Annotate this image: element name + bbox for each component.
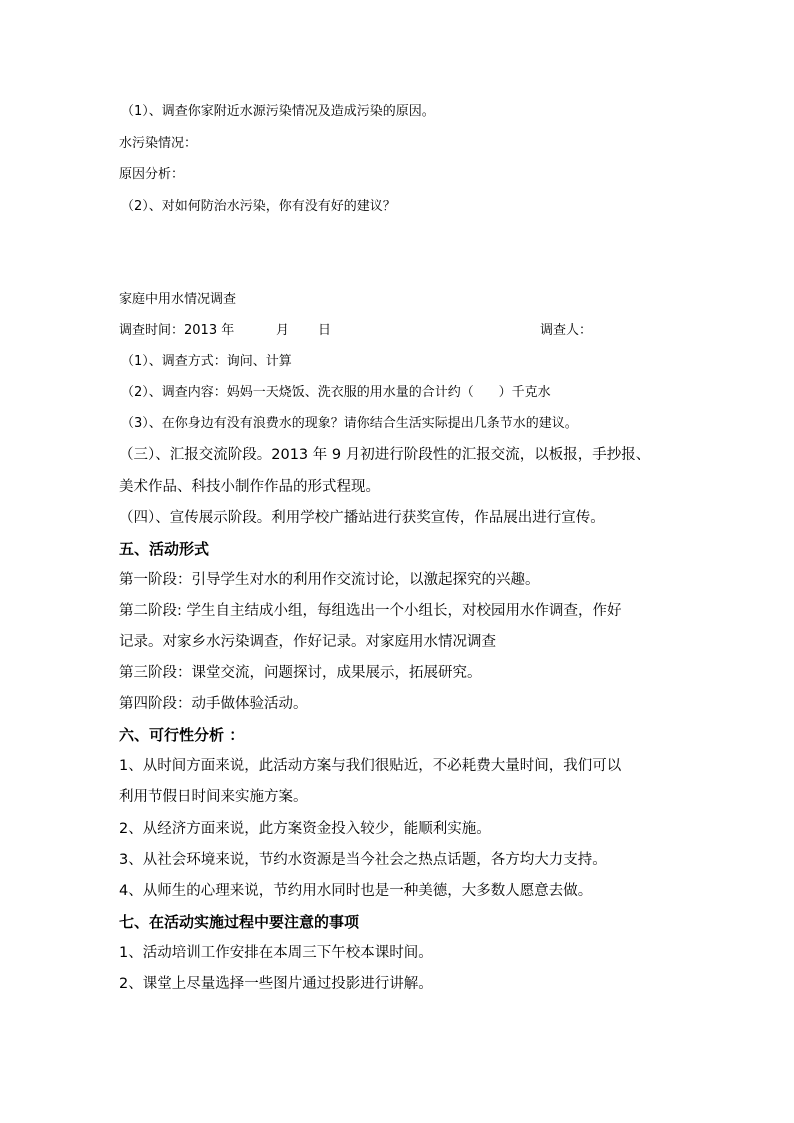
section-5-stage-2-line-2: 记录。对家乡水污染调查，作好记录。对家庭用水情况调查	[119, 634, 496, 650]
phase-4: （四）、宣传展示阶段。利用学校广播站进行获奖宣传，作品展出进行宣传。	[119, 510, 605, 526]
section-6-item-2: 2、从经济方面来说，此方案资金投入较少，能顺利实施。	[119, 821, 491, 837]
survey-day: 日	[318, 323, 332, 338]
section-5-stage-3: 第三阶段：课堂交流，问题探讨，成果展示，拓展研究。	[119, 665, 482, 681]
investigator-label: 调查人：	[540, 323, 593, 338]
survey1-question-2: （2）、对如何防治水污染，你有没有好的建议？	[121, 199, 396, 214]
survey-month: 月	[276, 323, 290, 338]
section-6-item-1-line-2: 利用节假日时间来实施方案。	[119, 789, 308, 805]
survey2-question-2: （2）、调查内容：妈妈一天烧饭、洗衣服的用水量的合计约（ ）千克水	[121, 385, 551, 400]
section-6-item-1-line-1: 1、从时间方面来说，此活动方案与我们很贴近，不必耗费大量时间，我们可以	[119, 758, 622, 774]
section-6-heading: 六、可行性分析 ：	[119, 726, 245, 744]
survey-time-label: 调查时间：2013 年	[119, 323, 235, 338]
cause-label: 原因分析：	[119, 167, 185, 182]
section-5-stage-4: 第四阶段：动手做体验活动。	[119, 696, 308, 712]
section-5-stage-2-line-1: 第二阶段: 学生自主结成小组，每组选出一个小组长，对校园用水作调查，作好	[119, 603, 622, 619]
section-6-item-4: 4、从师生的心理来说，节约用水同时也是一种美德，大多数人愿意去做。	[119, 883, 593, 899]
section-5-stage-1: 第一阶段：引导学生对水的利用作交流讨论，以激起探究的兴趣。	[119, 572, 540, 588]
pollution-label: 水污染情况：	[119, 136, 198, 151]
section-7-heading: 七、在活动实施过程中要注意的事项	[119, 913, 360, 931]
survey2-question-1: （1）、调查方式：询问、计算	[121, 354, 292, 369]
survey2-question-3: （3）、在你身边有没有浪费水的现象？请你结合生活实际提出几条节水的建议。	[121, 416, 578, 431]
section-7-item-1: 1、活动培训工作安排在本周三下午校本课时间。	[119, 945, 433, 961]
section-5-heading: 五、活动形式	[119, 540, 210, 558]
section-6-item-3: 3、从社会环境来说，节约水资源是当今社会之热点话题，各方均大力支持。	[119, 852, 607, 868]
phase-3-line-2: 美术作品、科技小制作作品的形式程现。	[119, 479, 380, 495]
section-7-item-2: 2、课堂上尽量选择一些图片通过投影进行讲解。	[119, 976, 433, 992]
survey1-question-1: （1）、调查你家附近水源污染情况及造成污染的原因。	[121, 104, 435, 119]
survey2-title: 家庭中用水情况调查	[119, 292, 237, 307]
phase-3-line-1: （三）、汇报交流阶段。2013 年 9 月初进行阶段性的汇报交流，以板报，手抄报、	[119, 447, 651, 463]
